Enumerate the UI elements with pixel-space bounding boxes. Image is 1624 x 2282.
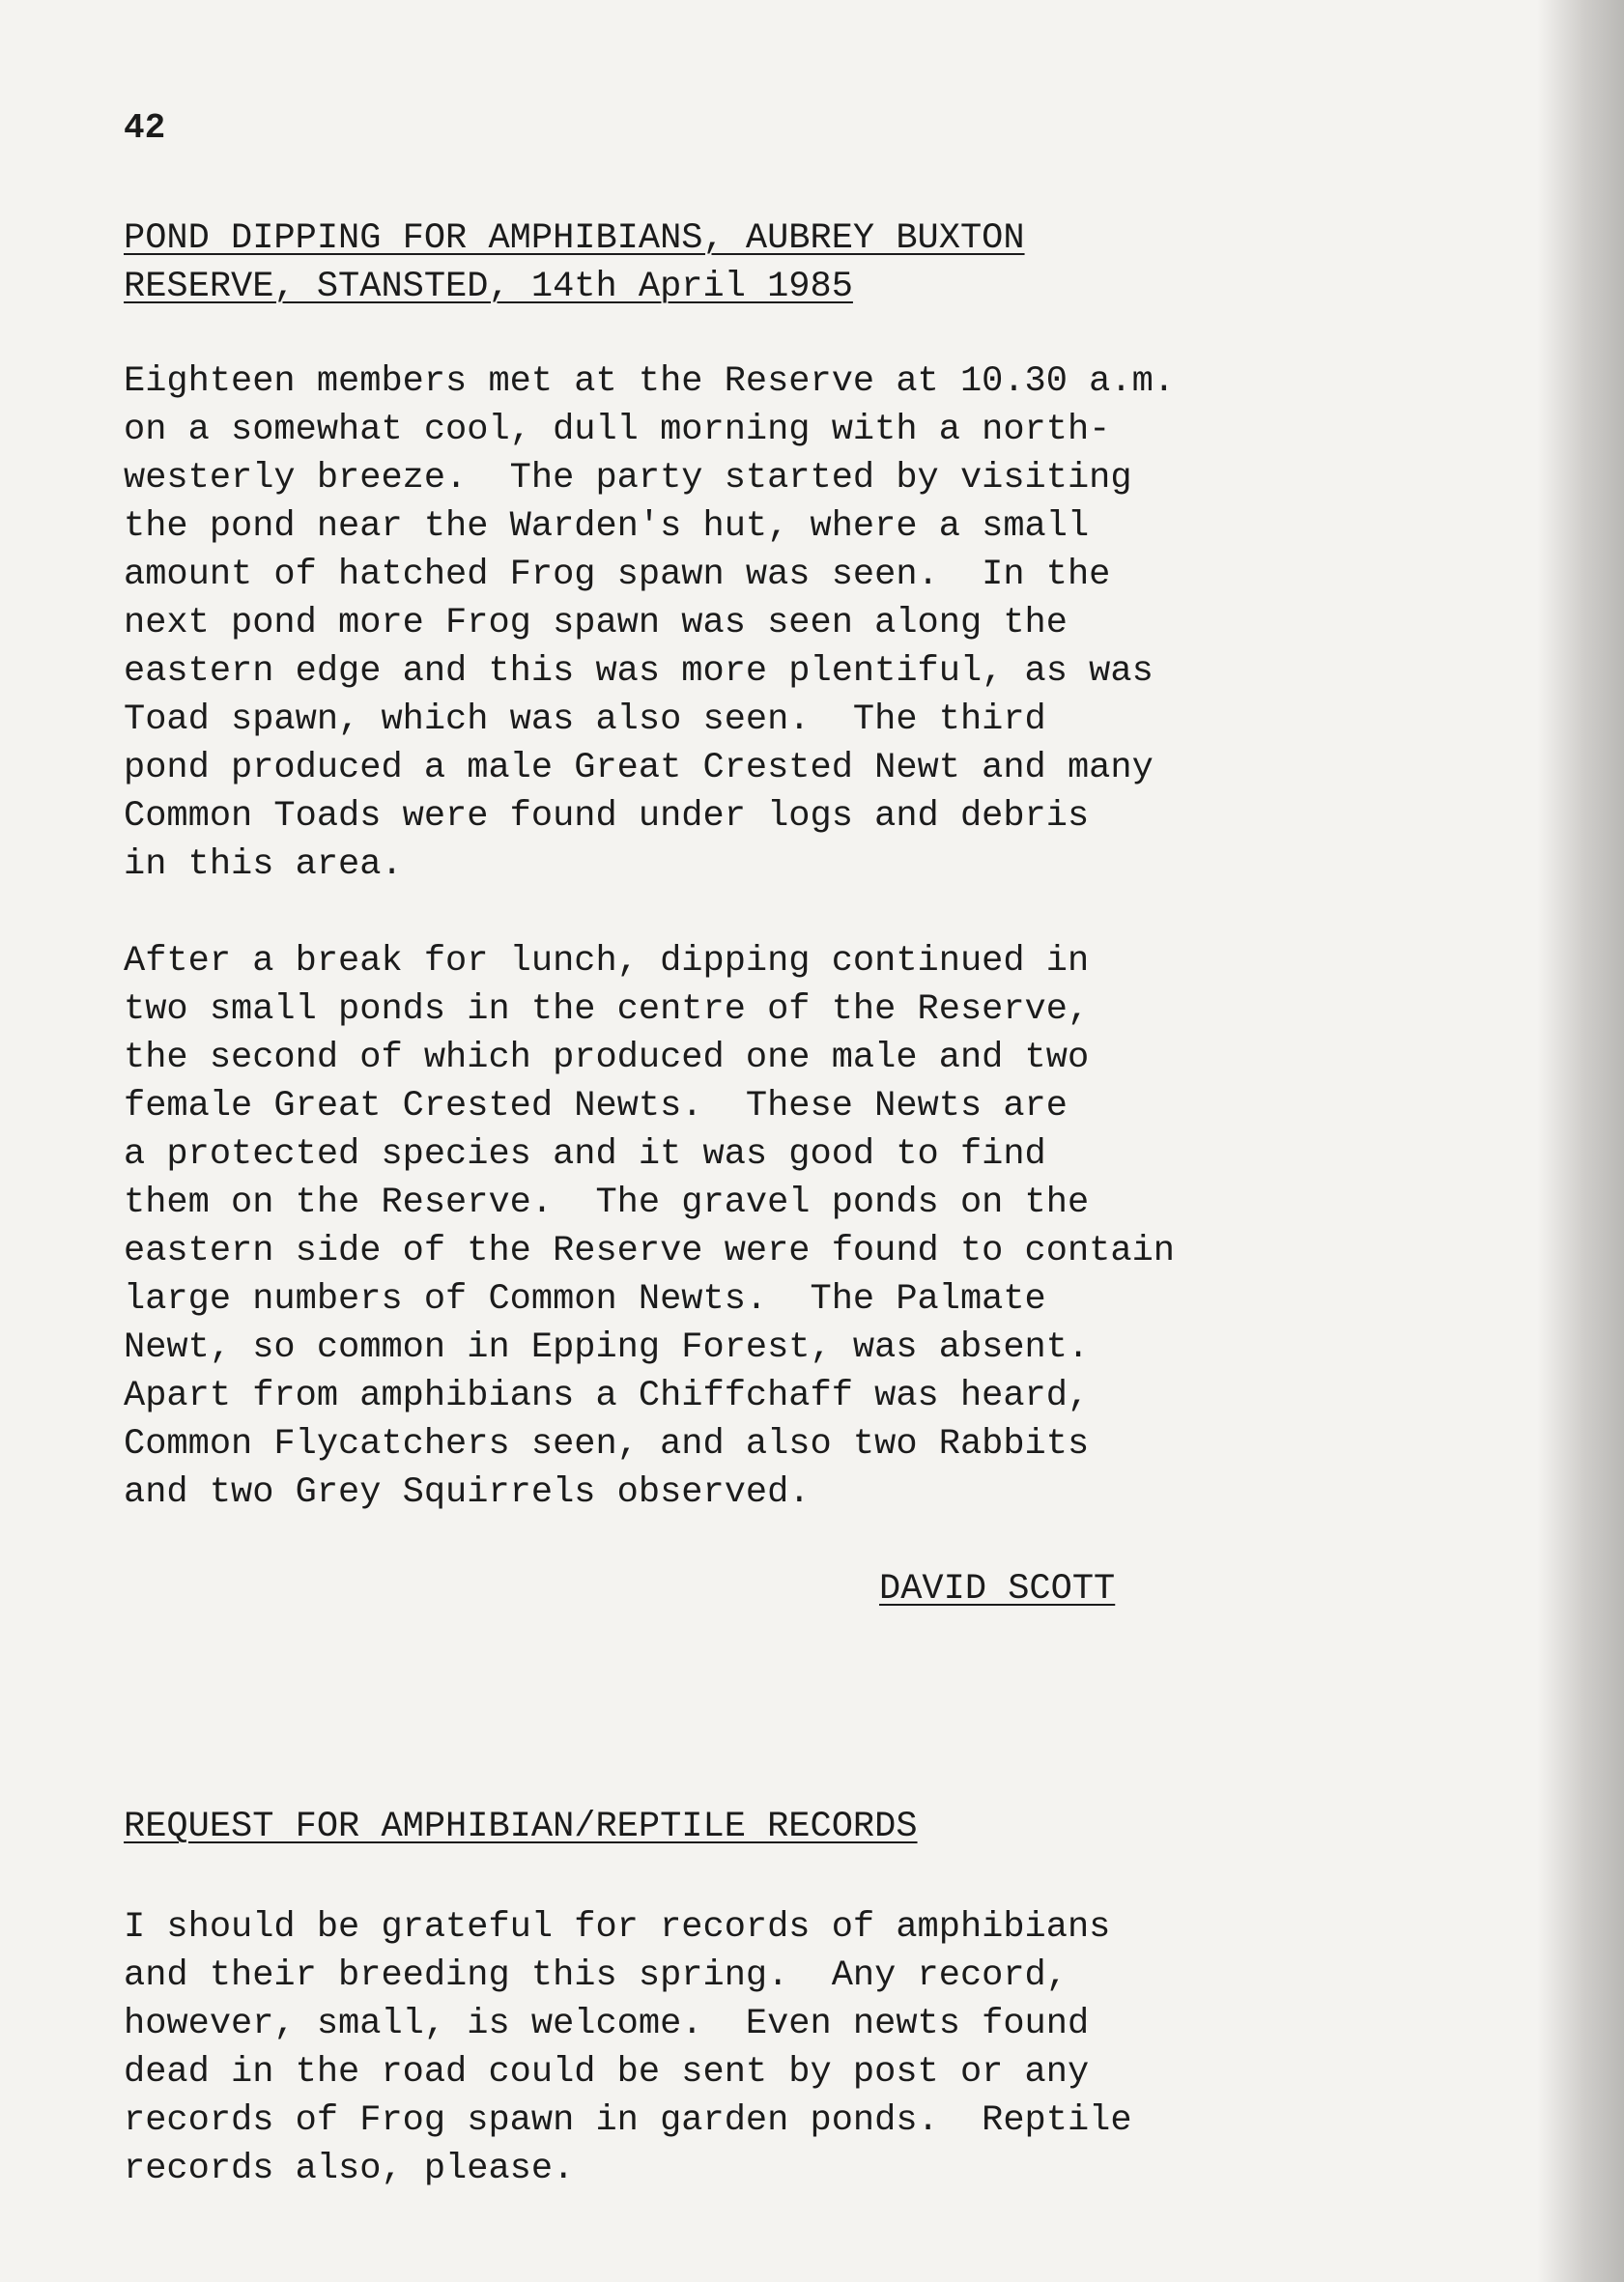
text-line: however, small, is welcome. Even newts found bbox=[124, 2004, 1090, 2044]
text-line: and two Grey Squirrels observed. bbox=[124, 1472, 811, 1513]
text-line: and their breeding this spring. Any record, bbox=[124, 1955, 1068, 1996]
text-line: I should be grateful for records of amphibians bbox=[124, 1907, 1111, 1948]
title-line: POND DIPPING FOR AMPHIBIANS, AUBREY BUXTON bbox=[124, 218, 1025, 259]
text-line: records of Frog spawn in garden ponds. Reptile bbox=[124, 2100, 1132, 2141]
text-line: next pond more Frog spawn was seen along the bbox=[124, 603, 1068, 643]
page-number: 42 bbox=[124, 108, 166, 148]
text-line: Apart from amphibians a Chiffchaff was heard, bbox=[124, 1376, 1090, 1416]
article-paragraph-1 bbox=[124, 357, 1175, 889]
text-line: two small ponds in the centre of the Reserve, bbox=[124, 989, 1090, 1030]
text-line: Eighteen members met at the Reserve at 10.30 a.m. bbox=[124, 361, 1175, 402]
text-line: in this area. bbox=[124, 844, 403, 885]
article-paragraph-2 bbox=[124, 937, 1175, 1517]
author-signature: DAVID SCOTT bbox=[879, 1569, 1116, 1610]
text-line: on a somewhat cool, dull morning with a north- bbox=[124, 410, 1111, 450]
text-line: eastern side of the Reserve were found to contain bbox=[124, 1231, 1175, 1271]
text-line: pond produced a male Great Crested Newt and many bbox=[124, 748, 1154, 788]
text-line: the second of which produced one male and two bbox=[124, 1038, 1090, 1078]
text-line: dead in the road could be sent by post or any bbox=[124, 2052, 1090, 2093]
text-line: the pond near the Warden's hut, where a small bbox=[124, 506, 1090, 547]
text-line: westerly breeze. The party started by visiting bbox=[124, 458, 1132, 499]
article-title-pond-dipping bbox=[124, 214, 1025, 311]
title-line: REQUEST FOR AMPHIBIAN/REPTILE RECORDS bbox=[124, 1807, 918, 1847]
text-line: eastern edge and this was more plentiful, as was bbox=[124, 651, 1154, 692]
text-line: Toad spawn, which was also seen. The third bbox=[124, 699, 1046, 740]
text-line: amount of hatched Frog spawn was seen. In the bbox=[124, 555, 1111, 595]
text-line: Common Flycatchers seen, and also two Rabbits bbox=[124, 1424, 1090, 1465]
text-line: Newt, so common in Epping Forest, was absent. bbox=[124, 1327, 1090, 1368]
page-edge-shadow bbox=[1537, 0, 1624, 2282]
text-line: Common Toads were found under logs and debris bbox=[124, 796, 1090, 837]
text-line: a protected species and it was good to find bbox=[124, 1134, 1046, 1175]
text-line: After a break for lunch, dipping continued in bbox=[124, 941, 1090, 982]
text-line: them on the Reserve. The gravel ponds on the bbox=[124, 1183, 1090, 1223]
title-line: RESERVE, STANSTED, 14th April 1985 bbox=[124, 267, 853, 307]
text-line: female Great Crested Newts. These Newts are bbox=[124, 1086, 1068, 1127]
article-title-request bbox=[124, 1803, 918, 1851]
text-line: large numbers of Common Newts. The Palmate bbox=[124, 1279, 1046, 1320]
text-line: records also, please. bbox=[124, 2149, 575, 2189]
request-paragraph bbox=[124, 1903, 1132, 2193]
